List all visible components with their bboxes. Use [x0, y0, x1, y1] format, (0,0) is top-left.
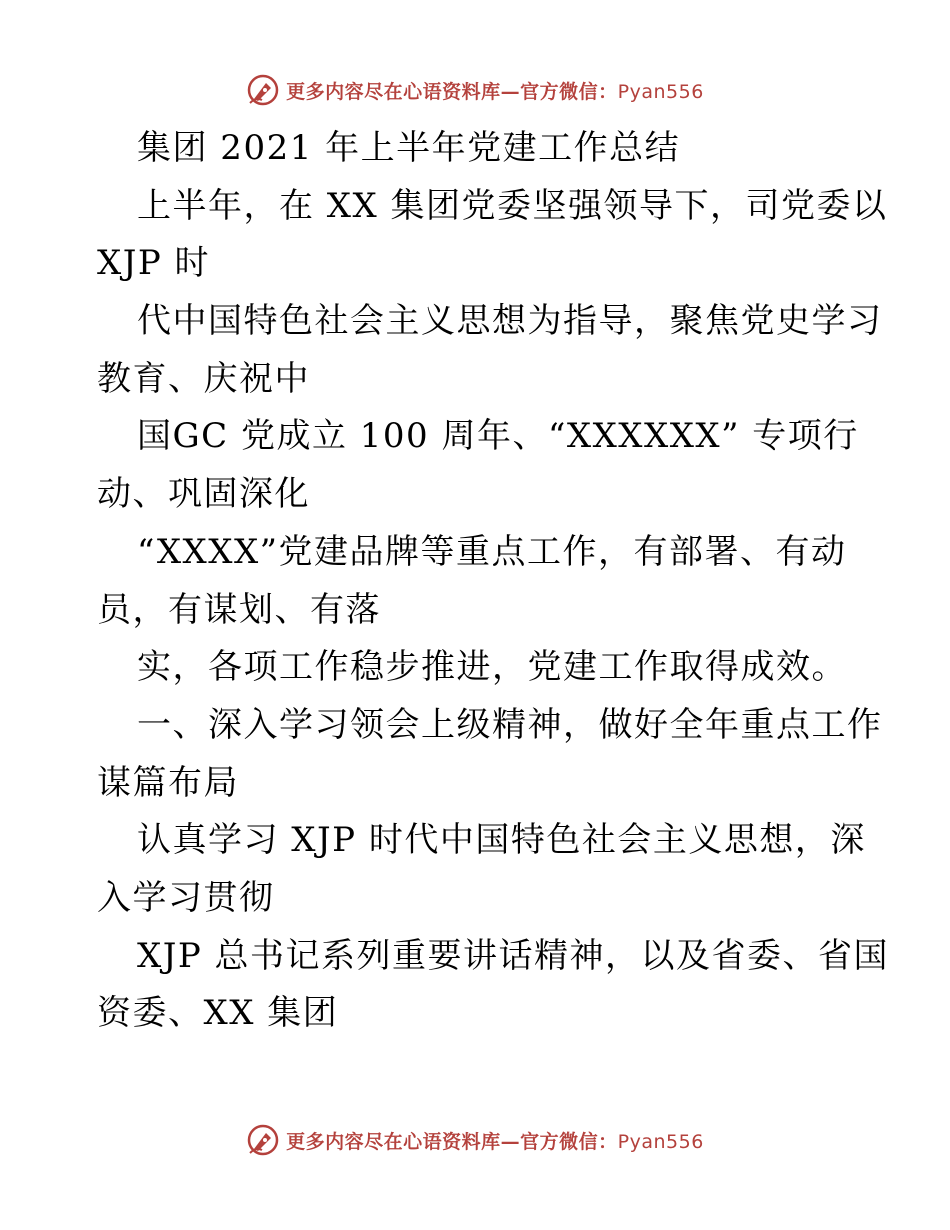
- footer-banner: [0, 1120, 950, 1160]
- paragraph-line: “XXXX”党建品牌等重点工作，有部署、有动: [137, 531, 847, 572]
- paragraph-line: 认真学习 XJP 时代中国特色社会主义思想，深: [137, 820, 866, 861]
- footer-wechat-id: Pyan556: [617, 1130, 704, 1153]
- header-banner: [0, 70, 950, 110]
- paragraph-line: 教育、庆祝中: [97, 358, 310, 399]
- section-heading: 一、深入学习领会上级精神，做好全年重点工作: [137, 704, 883, 745]
- paragraph-line: 实，各项工作稳步推进，党建工作取得成效。: [137, 647, 847, 688]
- paragraph-line: 上半年，在 XX 集团党委坚强领导下，司党委以: [137, 185, 888, 226]
- pen-nib-logo-icon: [246, 73, 280, 107]
- pen-nib-logo-icon: [246, 1123, 280, 1157]
- header-wechat-id: Pyan556: [617, 80, 704, 103]
- document-title: 集团 2021 年上半年党建工作总结: [137, 128, 681, 168]
- paragraph-line: 入学习贯彻: [97, 877, 275, 918]
- footer-banner-text: 更多内容尽在心语资料库—官方微信：Pyan556: [286, 1130, 704, 1153]
- paragraph-line: XJP 时: [97, 243, 211, 284]
- section-heading-continued: 谋篇布局: [97, 762, 239, 803]
- paragraph-line: 动、巩固深化: [97, 474, 310, 515]
- header-banner-text: 更多内容尽在心语资料库—官方微信：Pyan556: [286, 80, 704, 103]
- paragraph-line: 资委、XX 集团: [97, 993, 339, 1034]
- paragraph-line: 国GC 党成立 100 周年、“XXXXXX” 专项行: [137, 416, 859, 457]
- paragraph-line: 员，有谋划、有落: [97, 589, 381, 630]
- paragraph-line: XJP 总书记系列重要讲话精神，以及省委、省国: [137, 935, 890, 976]
- paragraph-line: 代中国特色社会主义思想为指导，聚焦党史学习: [137, 301, 883, 342]
- document-body: [97, 120, 890, 1043]
